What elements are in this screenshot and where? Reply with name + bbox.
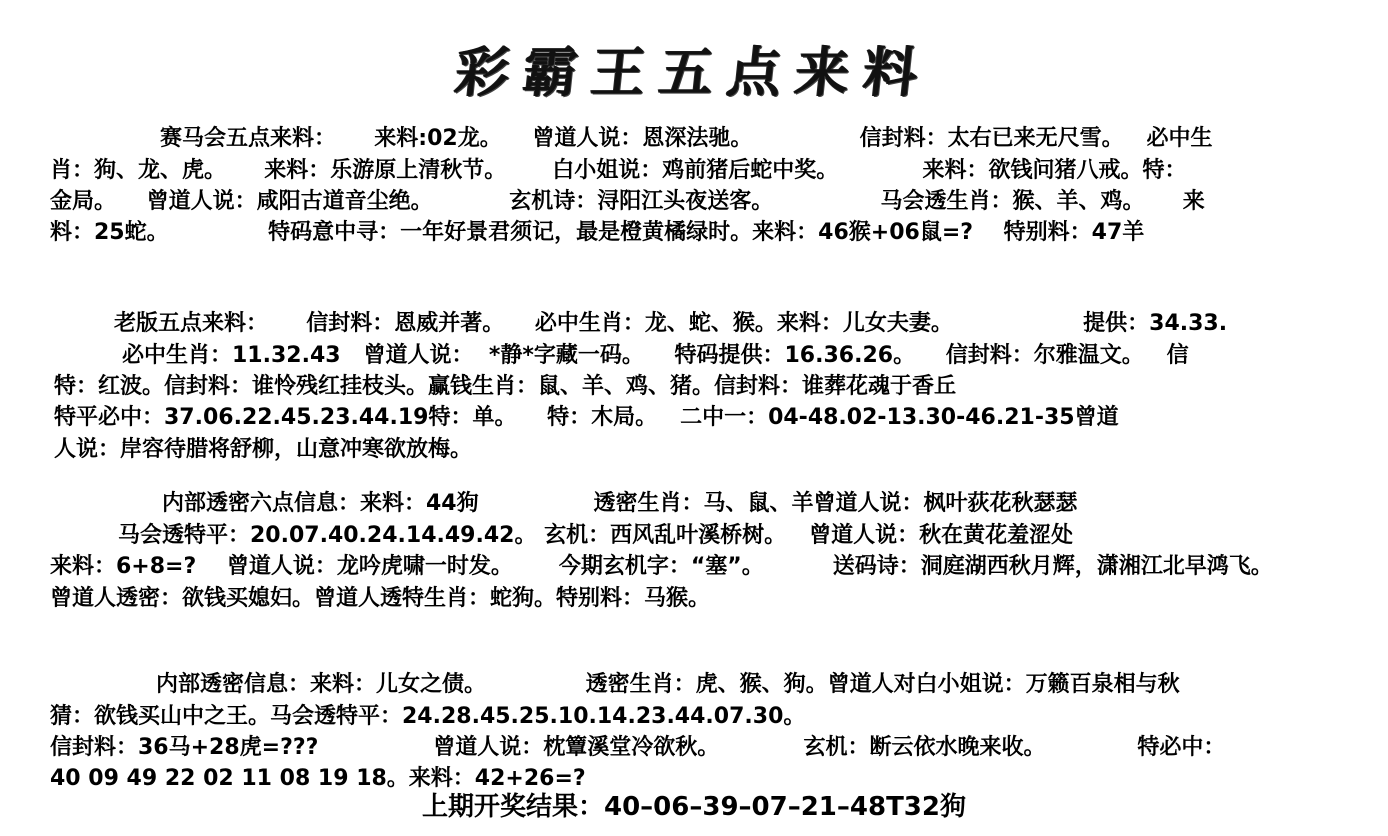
section2-line5: 人说：岸容待腊将舒柳，山意冲寒欲放梅。: [54, 437, 473, 462]
section4-line4: 40 09 49 22 02 11 08 19 18。来料：42+26=?: [50, 766, 586, 791]
section2-line1: 老版五点来料： 信封料：恩威并著。 必中生肖：龙、蛇、猴。来料：儿女夫妻。 提供：34.33.: [114, 311, 1228, 336]
section1-line4: 料：25蛇。 特码意中寻：一年好景君须记，最是橙黄橘绿时。来料：46猴+06鼠=? 特别料：47羊: [50, 220, 1145, 245]
section2-line2: 必中生肖：11.32.43 曾道人说： *静*字藏一码。 特码提供：16.36.26。 信封料：尔雅温文。 信: [122, 343, 1189, 368]
last-draw-result: 上期开奖结果：40–06–39–07–21–48T32狗: [421, 792, 966, 822]
section4-line1: 内部透密信息：来料：儿女之债。 透密生肖：虎、猴、狗。曾道人对白小姐说：万籁百泉相与秋: [156, 672, 1180, 697]
section1-line2: 肖：狗、龙、虎。 来料：乐游原上清秋节。 白小姐说：鸡前猪后蛇中奖。 来料：欲钱问猪八戒。特：: [50, 158, 1187, 183]
page-title: 彩霸王五点来料: [452, 40, 935, 104]
section3-line1: 内部透密六点信息：来料：44狗 透密生肖：马、鼠、羊曾道人说：枫叶荻花秋瑟瑟: [162, 491, 1078, 516]
section2-line3: 特：红波。信封料：谁怜残红挂枝头。赢钱生肖：鼠、羊、鸡、猪。信封料：谁葬花魂于香丘: [54, 374, 957, 399]
section4-line2: 猜：欲钱买山中之王。马会透特平：24.28.45.25.10.14.23.44.07.30。: [50, 704, 806, 729]
section1-line3: 金局。 曾道人说：咸阳古道音尘绝。 玄机诗：浔阳江头夜送客。 马会透生肖：猴、羊、鸡。 来: [50, 189, 1205, 214]
section4-line3: 信封料：36马+28虎=??? 曾道人说：枕簟溪堂冷欲秋。 玄机：断云依水晚来收。 特必中：: [50, 735, 1226, 760]
section1-line1: 赛马会五点来料： 来料:02龙。 曾道人说：恩深法驰。 信封料：太右已来无尺雪。 必中生: [160, 126, 1213, 151]
section3-line2: 马会透特平：20.07.40.24.14.49.42。 玄机：西风乱叶溪桥树。 曾道人说：秋在黄花羞涩处: [118, 523, 1074, 548]
section2-line4: 特平必中：37.06.22.45.23.44.19特：单。 特：木局。 二中一：04-48.02-13.30-46.21-35曾道: [54, 405, 1119, 430]
section3-line3: 来料：6+8=? 曾道人说：龙吟虎啸一时发。 今期玄机字：“塞”。 送码诗：洞庭湖西秋月辉，潇湘江北早鸿飞。: [50, 554, 1273, 579]
section3-line4: 曾道人透密：欲钱买媳妇。曾道人透特生肖：蛇狗。特别料：马猴。: [50, 586, 711, 611]
